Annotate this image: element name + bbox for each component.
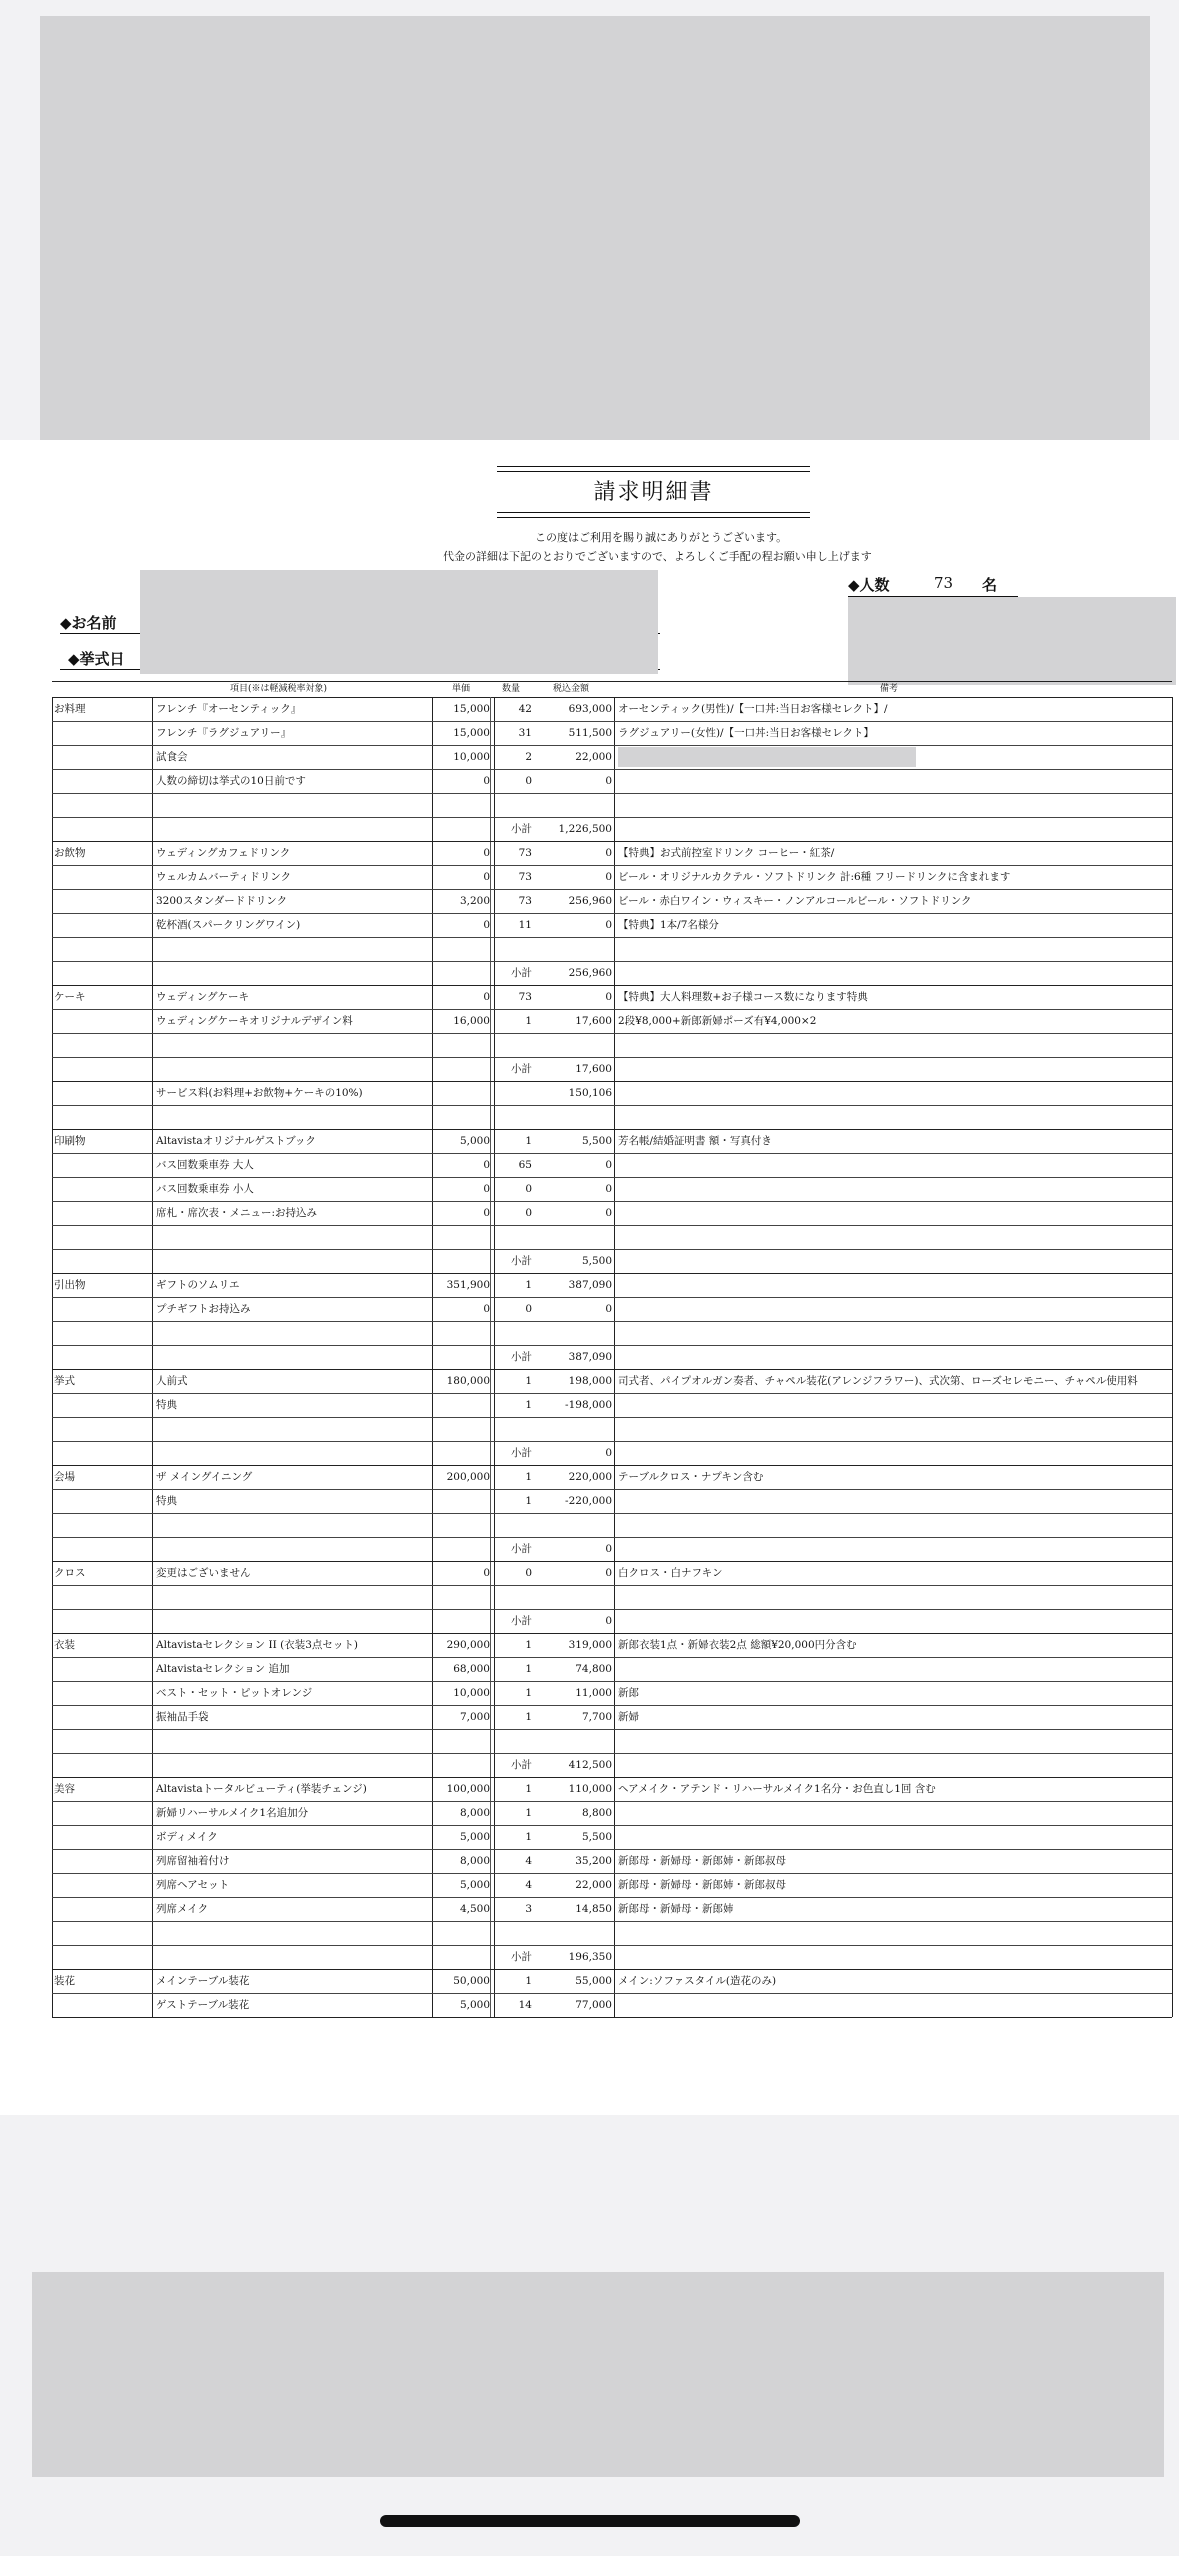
row-unit-price: 0 [483,847,490,859]
row-amount: 387,090 [568,1279,612,1291]
row-amount: 0 [605,919,612,931]
row-unit-price: 5,000 [459,1999,490,2011]
column-rule [490,697,491,2017]
row-quantity: 1 [525,1015,532,1027]
row-amount: 0 [605,1447,612,1459]
column-header-quantity: 数量 [502,684,521,694]
row-rule [52,1177,1172,1178]
row-note: 新婦 [618,1711,639,1723]
header-rule [52,697,1172,698]
row-amount: 0 [605,775,612,787]
column-header-unit-price: 単価 [452,684,471,694]
row-rule [52,841,1172,842]
row-item: 列席ヘアセット [156,1879,230,1891]
row-note: ヘアメイク・アテンド・リハーサルメイク1名分・お色直し1回 含む [618,1783,936,1795]
row-amount: 55,000 [575,1975,612,1987]
row-unit-price: 180,000 [446,1375,490,1387]
row-item: ウェルカムバーティドリンク [156,871,292,883]
row-category: 挙式 [54,1375,75,1387]
row-quantity: 小計 [511,823,532,835]
row-rule [52,1033,1172,1034]
row-quantity: 小計 [511,1063,532,1075]
row-amount: 511,500 [568,727,612,739]
row-quantity: 1 [525,1807,532,1819]
column-rule [432,697,433,2017]
row-amount: 77,000 [575,1999,612,2011]
row-amount: 5,500 [581,1831,612,1843]
row-unit-price: 15,000 [453,727,490,739]
row-item: Altavistaセレクション II (衣装3点セット) [156,1639,359,1651]
table-top-rule [52,681,1172,682]
row-unit-price: 10,000 [453,1687,490,1699]
row-quantity: 1 [525,1975,532,1987]
row-note: 新郎母・新婦母・新郎姉・新郎叔母 [618,1879,786,1891]
row-amount: 5,500 [581,1255,612,1267]
document-title: 請求明細書 [593,480,714,505]
row-quantity: 1 [525,1687,532,1699]
row-quantity: 小計 [511,1543,532,1555]
row-rule [52,1873,1172,1874]
row-unit-price: 0 [483,775,490,787]
row-rule [52,1777,1172,1778]
row-item: バス回数乗車券 大人 [156,1159,254,1171]
column-rule [1172,697,1173,2017]
row-quantity: 小計 [511,1951,532,1963]
row-rule [52,1513,1172,1514]
row-rule [52,889,1172,890]
column-header-amount: 税込金額 [553,684,590,694]
row-rule [52,1945,1172,1946]
row-unit-price: 0 [483,1159,490,1171]
row-unit-price: 68,000 [453,1663,490,1675]
row-quantity: 1 [525,1135,532,1147]
row-category: お料理 [54,703,86,715]
row-quantity: 4 [525,1855,532,1867]
row-rule [52,1369,1172,1370]
row-item: 新婦リハーサルメイク1名追加分 [156,1807,309,1819]
row-item: 人数の締切は挙式の10日前です [156,775,306,787]
row-rule [52,721,1172,722]
row-rule [52,1585,1172,1586]
row-rule [52,1753,1172,1754]
row-note: 新郎母・新婦母・新郎姉・新郎叔母 [618,1855,786,1867]
guest-count-unit: 名 [982,576,998,594]
row-note: 【特典】お式前控室ドリンク コーヒー・紅茶/ [618,847,835,859]
row-amount: -220,000 [565,1495,612,1507]
redacted-region [40,16,1150,446]
row-quantity: 65 [518,1159,532,1171]
row-quantity: 0 [525,1207,532,1219]
home-indicator[interactable] [380,2515,800,2527]
row-item: 振袖品手袋 [156,1711,209,1723]
column-rule [152,697,153,2017]
row-item: ベスト・セット・ピットオレンジ [156,1687,313,1699]
row-quantity: 73 [518,991,532,1003]
row-rule [52,793,1172,794]
row-unit-price: 0 [483,1303,490,1315]
row-unit-price: 8,000 [459,1807,490,1819]
row-item: フレンチ『ラグジュアリー』 [156,727,292,739]
row-amount: 0 [605,847,612,859]
row-category: クロス [54,1567,86,1579]
date-label: ◆挙式日 [68,650,125,668]
row-item: 3200スタンダードドリンク [156,895,288,907]
row-item: 列席メイク [156,1903,209,1915]
row-rule [52,1441,1172,1442]
row-item: バス回数乗車券 小人 [156,1183,254,1195]
row-note: メイン:ソファスタイル(造花のみ) [618,1975,777,1987]
row-unit-price: 0 [483,1183,490,1195]
row-note: テーブルクロス・ナプキン含む [618,1471,764,1483]
row-item: 特典 [156,1399,177,1411]
row-item: プチギフトお持込み [156,1303,251,1315]
row-note: 新郎衣装1点・新婦衣装2点 総額¥20,000円分含む [618,1639,857,1651]
row-rule [52,1705,1172,1706]
row-category: ケーキ [54,991,86,1003]
row-item: ゲストテーブル装花 [156,1999,250,2011]
row-rule [52,1009,1172,1010]
row-quantity: 小計 [511,1759,532,1771]
row-rule [52,1921,1172,1922]
row-quantity: 1 [525,1399,532,1411]
row-rule [52,1321,1172,1322]
row-note: 【特典】大人料理数+お子様コース数になります特典 [618,991,868,1003]
row-quantity: 1 [525,1711,532,1723]
row-rule [52,937,1172,938]
row-amount: 0 [605,871,612,883]
row-unit-price: 0 [483,991,490,1003]
row-rule [52,1849,1172,1850]
row-quantity: 73 [518,895,532,907]
row-category: 美容 [54,1783,75,1795]
row-rule [52,1489,1172,1490]
column-header-note: 備考 [880,684,899,694]
row-amount: 22,000 [575,751,612,763]
row-quantity: 1 [525,1471,532,1483]
row-amount: 8,800 [581,1807,612,1819]
row-amount: 0 [605,1615,612,1627]
row-amount: 5,500 [581,1135,612,1147]
row-unit-price: 5,000 [459,1879,490,1891]
row-unit-price: 0 [483,871,490,883]
row-amount: 387,090 [568,1351,612,1363]
row-amount: 220,000 [568,1471,612,1483]
row-note: ビール・オリジナルカクテル・ソフトドリンク 計:6種 フリードリンクに含まれます [618,871,1011,883]
column-rule [52,697,53,2017]
row-rule [52,1057,1172,1058]
row-rule [52,1465,1172,1466]
row-unit-price: 8,000 [459,1855,490,1867]
row-item: ギフトのソムリエ [156,1279,240,1291]
redacted-region [32,2272,1164,2477]
row-rule [52,1897,1172,1898]
row-category: 装花 [54,1975,75,1987]
row-rule [52,1633,1172,1634]
row-amount: 11,000 [575,1687,612,1699]
row-rule [52,1729,1172,1730]
row-rule [52,865,1172,866]
row-category: 印刷物 [54,1135,86,1147]
row-amount: 693,000 [568,703,612,715]
row-rule [52,2017,1172,2018]
row-quantity: 1 [525,1375,532,1387]
row-item: Altavistaセレクション 追加 [156,1663,290,1675]
row-quantity: 11 [518,919,532,931]
row-rule [52,1105,1172,1106]
row-item: サービス料(お料理+お飲物+ケーキの10%) [156,1087,363,1099]
row-unit-price: 16,000 [453,1015,490,1027]
row-rule [52,1345,1172,1346]
row-rule [52,1609,1172,1610]
row-amount: 0 [605,1303,612,1315]
row-unit-price: 5,000 [459,1135,490,1147]
row-unit-price: 7,000 [459,1711,490,1723]
row-rule [52,1801,1172,1802]
row-amount: 0 [605,1159,612,1171]
row-rule [52,817,1172,818]
row-unit-price: 10,000 [453,751,490,763]
row-item: フレンチ『オーセンティック』 [156,703,302,715]
redacted-region [848,597,1176,685]
row-item: メインテーブル装花 [156,1975,250,1987]
row-amount: 196,350 [568,1951,612,1963]
row-rule [52,1297,1172,1298]
row-quantity: 小計 [511,967,532,979]
row-note: 【特典】1本/7名様分 [618,919,719,931]
row-rule [52,1225,1172,1226]
row-item: ザ メイングイニング [156,1471,253,1483]
row-item: ウェディングケーキ [156,991,250,1003]
row-item: 変更はございません [156,1567,251,1579]
guest-count-value: 73 [934,574,954,592]
row-rule [52,1153,1172,1154]
row-amount: 14,850 [575,1903,612,1915]
row-unit-price: 0 [483,919,490,931]
row-quantity: 小計 [511,1255,532,1267]
row-note: 新郎母・新婦母・新郎姉 [618,1903,734,1915]
row-rule [52,1249,1172,1250]
row-item: 人前式 [156,1375,188,1387]
row-unit-price: 4,500 [459,1903,490,1915]
name-label: ◆お名前 [60,614,117,632]
row-category: 会場 [54,1471,75,1483]
row-rule [52,913,1172,914]
row-amount: 412,500 [568,1759,612,1771]
row-unit-price: 0 [483,1207,490,1219]
redacted-note [618,747,916,767]
row-item: ウェディングケーキオリジナルデザイン料 [156,1015,353,1027]
row-unit-price: 5,000 [459,1831,490,1843]
row-note: 芳名帳/結婚証明書 額・写真付き [618,1135,772,1147]
row-quantity: 73 [518,871,532,883]
row-rule [52,1417,1172,1418]
row-note: 2段¥8,000+新郎新婦ポーズ有¥4,000×2 [618,1015,817,1027]
row-amount: 17,600 [575,1015,612,1027]
greeting-line: 代金の詳細は下記のとおりでございますので、よろしくご手配の程お願い申し上げます [443,550,872,563]
row-rule [52,1393,1172,1394]
row-quantity: 小計 [511,1447,532,1459]
row-rule [52,1081,1172,1082]
row-amount: 0 [605,1567,612,1579]
row-item: 乾杯酒(スパークリングワイン) [156,919,301,931]
row-rule [52,1969,1172,1970]
redacted-region [140,570,658,674]
row-note: ビール・赤白ワイン・ウィスキー・ノンアルコールビール・ソフトドリンク [618,895,972,907]
row-quantity: 1 [525,1663,532,1675]
row-amount: -198,000 [565,1399,612,1411]
row-note: ラグジュアリー(女性)/【一口丼:当日お客様セレクト】 [618,727,874,739]
row-item: 列席留袖着付け [156,1855,230,1867]
row-rule [52,1201,1172,1202]
row-quantity: 4 [525,1879,532,1891]
row-rule [52,1993,1172,1994]
row-category: 衣装 [54,1639,75,1651]
row-unit-price: 0 [483,1567,490,1579]
row-amount: 150,106 [568,1087,612,1099]
row-amount: 198,000 [568,1375,612,1387]
column-header-item: 項目(※は軽減税率対象) [230,684,328,694]
row-quantity: 73 [518,847,532,859]
row-category: お飲物 [54,847,86,859]
row-amount: 0 [605,1207,612,1219]
row-amount: 256,960 [568,967,612,979]
row-rule [52,1561,1172,1562]
row-amount: 35,200 [575,1855,612,1867]
row-quantity: 3 [525,1903,532,1915]
row-rule [52,985,1172,986]
row-rule [52,745,1172,746]
row-rule [52,769,1172,770]
row-quantity: 42 [518,703,532,715]
row-quantity: 1 [525,1639,532,1651]
row-amount: 7,700 [581,1711,612,1723]
row-amount: 110,000 [568,1783,612,1795]
row-quantity: 1 [525,1495,532,1507]
row-quantity: 1 [525,1783,532,1795]
row-amount: 22,000 [575,1879,612,1891]
row-item: 試食会 [156,751,188,763]
row-amount: 0 [605,991,612,1003]
row-quantity: 2 [525,751,532,763]
greeting-line: この度はご利用を賜り誠にありがとうございます。 [535,531,788,544]
row-amount: 1,226,500 [558,823,612,835]
title-block [497,466,810,522]
row-quantity: 0 [525,1303,532,1315]
row-unit-price: 15,000 [453,703,490,715]
row-rule [52,1537,1172,1538]
row-unit-price: 290,000 [446,1639,490,1651]
row-quantity: 小計 [511,1615,532,1627]
row-rule [52,1129,1172,1130]
column-rule [614,697,615,2017]
row-note: 司式者、パイプオルガン奏者、チャペル装花(アレンジフラワー)、式次第、ローズセレモニー、チャペル使用料 [618,1375,1138,1387]
row-unit-price: 100,000 [446,1783,490,1795]
row-unit-price: 351,900 [446,1279,490,1291]
row-quantity: 1 [525,1279,532,1291]
row-quantity: 0 [525,775,532,787]
row-quantity: 1 [525,1831,532,1843]
row-amount: 0 [605,1183,612,1195]
row-amount: 0 [605,1543,612,1555]
row-rule [52,1657,1172,1658]
row-quantity: 14 [518,1999,532,2011]
row-quantity: 小計 [511,1351,532,1363]
row-rule [52,1681,1172,1682]
row-item: 席札・席次表・メニュー:お持込み [156,1207,318,1219]
row-unit-price: 3,200 [459,895,490,907]
guest-count-label: ◆人数 [848,576,890,594]
row-item: ボディメイク [156,1831,218,1843]
row-amount: 319,000 [568,1639,612,1651]
row-rule [52,1273,1172,1274]
row-item: 特典 [156,1495,177,1507]
row-unit-price: 200,000 [446,1471,490,1483]
row-amount: 17,600 [575,1063,612,1075]
row-amount: 256,960 [568,895,612,907]
row-category: 引出物 [54,1279,86,1291]
row-note: 白クロス・白ナフキン [618,1567,723,1579]
row-unit-price: 50,000 [453,1975,490,1987]
row-amount: 74,800 [575,1663,612,1675]
row-note: オーセンティック(男性)/【一口丼:当日お客様セレクト】/ [618,703,888,715]
row-quantity: 0 [525,1567,532,1579]
row-item: Altavistaトータルビューティ(挙装チェンジ) [156,1783,367,1795]
row-quantity: 0 [525,1183,532,1195]
row-rule [52,1825,1172,1826]
row-quantity: 31 [518,727,532,739]
row-item: ウェディングカフェドリンク [156,847,291,859]
row-item: Altavistaオリジナルゲストブック [156,1135,316,1147]
row-note: 新郎 [618,1687,639,1699]
row-rule [52,961,1172,962]
